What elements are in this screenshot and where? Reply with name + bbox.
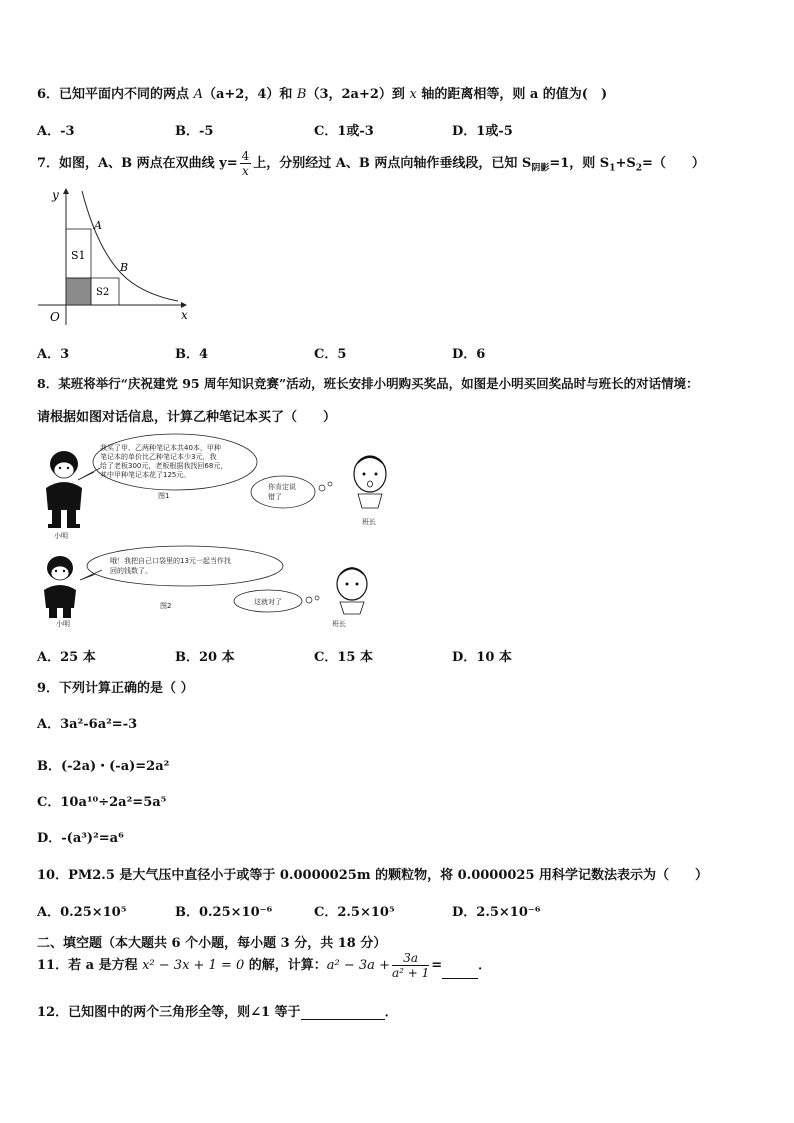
q12-end: ． (384, 1005, 398, 1020)
q9-option-a[interactable]: A．3a²-6a²=-3 (37, 717, 138, 732)
q7-frac-den: x (242, 164, 249, 178)
fig1-reply-line-1: 你肯定说 (268, 483, 296, 491)
q10-option-d[interactable]: D．2.5×10⁻⁶ (452, 905, 541, 920)
fig2-boy-label: 小明 (56, 620, 70, 628)
q11-suffix: = (431, 958, 443, 973)
s1-label: S1 (71, 249, 86, 262)
q11-middle: 的解，计算： (244, 958, 327, 973)
q8-option-c[interactable]: C．15 本 (314, 650, 373, 665)
q7-fraction (240, 150, 252, 177)
q7-option-c[interactable]: C．5 (314, 347, 347, 362)
fig1-bubble-line-2: 笔记本的单价比乙种笔记本少3元，我 (100, 453, 217, 461)
q10-option-a[interactable]: A．0.25×10⁵ (37, 905, 127, 920)
q7-after-sub: =1，则 S (549, 156, 610, 171)
fig2-bubble-line-1: 哦！我把自己口袋里的13元一起当作找 (110, 557, 231, 565)
s2-label: S2 (96, 287, 110, 298)
q9-option-d[interactable]: D．-(a³)²=a⁶ (37, 831, 124, 846)
q6-suffix: 轴的距离相等，则 a 的值为( ) (416, 87, 608, 102)
fig1-bubble-line-4: 其中甲种笔记本花了125元。 (100, 471, 191, 479)
q8-figure-1 (30, 432, 400, 540)
q11-stem (37, 952, 491, 979)
q8-option-d[interactable]: D．10 本 (452, 650, 512, 665)
fig1-bubble-line-1: 我买了甲、乙两种笔记本共40本，甲种 (100, 444, 221, 452)
boy-xiaoming-icon (46, 451, 82, 528)
point-b-label: B (120, 261, 129, 274)
q6-axis: x (409, 87, 417, 102)
q7-middle: 上，分别经过 A、B 两点向轴作垂线段，已知 S (253, 156, 532, 171)
q11-fraction (392, 952, 429, 979)
q8-option-b[interactable]: B．20 本 (175, 650, 235, 665)
q11-end: ． (478, 958, 492, 973)
section-2-heading: 二、填空题（本大题共 6 个小题，每小题 3 分，共 18 分） (37, 936, 387, 951)
q6-coord-a: （a+2，4）和 (202, 87, 297, 102)
q11-frac-num: 3a (392, 952, 429, 966)
q7-shade-sub: 阴影 (531, 163, 550, 174)
q12-answer-blank[interactable] (301, 1005, 385, 1020)
fig1-boy-label: 小明 (54, 532, 68, 540)
q9-stem: 9．下列计算正确的是（ ） (37, 681, 194, 696)
q8-stem-line1: 8．某班将举行“庆祝建党 95 周年知识竞赛”活动，班长安排小明购买奖品，如图是小明买回奖品时与班长的对话情境： (37, 376, 699, 391)
q8-figure-2 (30, 544, 400, 634)
q6-prefix: 6．已知平面内不同的两点 (37, 87, 194, 102)
girl-monitor-icon (354, 456, 386, 508)
fig1-reply-cloud (251, 476, 315, 508)
q7-suffix: =（ ） (642, 156, 705, 171)
shaded-rectangle (66, 278, 91, 305)
fig2-girl-label: 班长 (332, 620, 346, 628)
y-axis-label: y (52, 188, 59, 202)
fig1-girl-label: 班长 (362, 518, 376, 526)
q7-option-b[interactable]: B．4 (175, 347, 209, 362)
q7-option-a[interactable]: A．3 (37, 347, 70, 362)
q6-point-b: B (296, 87, 307, 102)
q9-option-c[interactable]: C．10a¹⁰÷2a²=5a⁵ (37, 795, 167, 810)
q6-coord-b: （3，2a+2）到 (306, 87, 410, 102)
q7-s1-sub: 1 (609, 163, 616, 174)
fig1-bubble-line-3: 给了老板300元，老板根据我找回68元， (100, 462, 228, 470)
fig1-caption: 图1 (158, 492, 170, 500)
point-a-label: A (94, 219, 102, 232)
q6-option-a[interactable]: A．-3 (37, 124, 75, 139)
q11-equation: x² − 3x + 1 = 0 (142, 958, 245, 973)
q11-expression: a² − 3a + (326, 958, 390, 973)
q6-option-b[interactable]: B．-5 (175, 124, 214, 139)
q9-option-b[interactable]: B．(-2a)・(-a)=2a² (37, 759, 170, 774)
fig2-speech-bubble (87, 546, 283, 586)
q11-frac-den: a² + 1 (391, 966, 430, 980)
fig2-caption: 图2 (160, 602, 172, 610)
q6-point-a: A (193, 87, 203, 102)
q6-option-d[interactable]: D．1或-5 (452, 124, 513, 139)
q7-stem (37, 150, 705, 177)
q10-option-b[interactable]: B．0.25×10⁻⁶ (175, 905, 273, 920)
boy-xiaoming-icon-2 (44, 556, 76, 618)
q11-answer-blank[interactable] (442, 964, 478, 979)
fig2-reply: 这就对了 (254, 598, 282, 606)
q7-s2-sub: 2 (635, 163, 642, 174)
q7-prefix: 7．如图，A、B 两点在双曲线 y= (37, 156, 238, 171)
q6-option-c[interactable]: C．1或-3 (314, 124, 374, 139)
fig2-bubble-line-2: 回的钱数了。 (110, 567, 152, 575)
q8-option-a[interactable]: A．25 本 (37, 650, 96, 665)
q7-frac-num: 4 (241, 149, 250, 163)
q12-text: 12．已知图中的两个三角形全等，则∠1 等于 (37, 1005, 301, 1020)
q12-stem (37, 1001, 398, 1020)
q7-option-d[interactable]: D．6 (452, 347, 486, 362)
q8-stem-line2: 请根据如图对话信息，计算乙种笔记本买了（ ） (37, 410, 337, 425)
q6-stem (37, 83, 607, 102)
q10-option-c[interactable]: C．2.5×10⁵ (314, 905, 395, 920)
fig1-reply-line-2: 错了 (268, 493, 282, 501)
q10-stem: 10．PM2.5 是大气压中直径小于或等于 0.0000025m 的颗粒物，将 0.0000025 用科学记数法表示为（ ） (37, 868, 709, 883)
q11-prefix: 11．若 a 是方程 (37, 958, 143, 973)
q7-hyperbola-figure (36, 183, 196, 328)
hyperbola-curve (82, 191, 178, 301)
girl-monitor-icon-2 (337, 567, 367, 614)
origin-label: O (50, 310, 60, 324)
x-axis-label: x (181, 308, 188, 322)
q7-plus: +S (615, 156, 636, 171)
